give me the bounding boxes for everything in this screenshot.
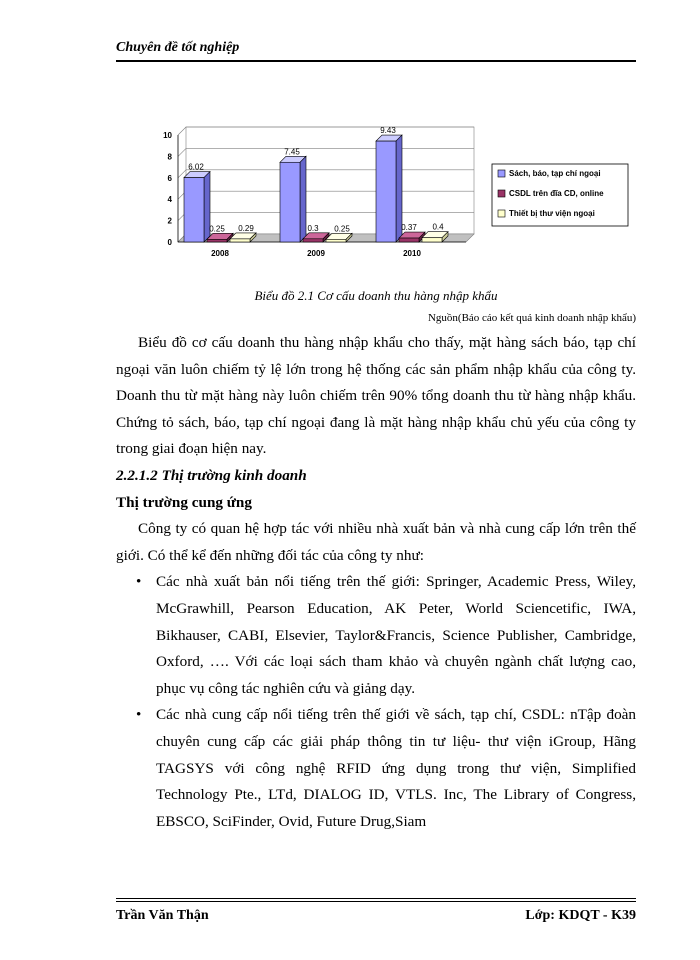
section-heading: 2.2.1.2 Thị trường kinh doanh — [116, 466, 307, 484]
legend-swatch — [498, 190, 505, 197]
y-tick-label: 6 — [167, 173, 172, 183]
y-tick-label: 2 — [167, 216, 172, 226]
bar — [303, 239, 323, 242]
bar — [230, 239, 250, 242]
chart-source: Nguồn(Báo cáo kết quả kinh doanh nhập khẩu) — [427, 312, 636, 324]
list-item-text: Các nhà cung cấp nổi tiếng trên thế giới về sách, tạp chí, CSDL: nTập đoàn chuyên cung cấp các giải pháp thông tin tư liệu- thư viện iGroup, Hãng TAGSYS với công nghệ RFID ứng dụng trong thư viện, Simplified Technology Pte., LTd, DIALOG ID, VTLS. Inc, The Library of Congress, EBSCO, SciFinder, Ovid, Future Drug,Siam — [156, 706, 636, 830]
footer-class: Lớp: KDQT - K39 — [525, 908, 636, 923]
y-tick-label: 0 — [167, 238, 172, 247]
legend-label: Thiết bị thư viện ngoại — [509, 209, 595, 218]
plot-back-wall — [186, 127, 474, 234]
footer-rule-inner — [116, 901, 636, 902]
bar — [326, 239, 346, 242]
bar — [376, 141, 396, 242]
chart-svg — [150, 120, 636, 280]
data-label: 0.37 — [401, 223, 417, 233]
y-tick-label: 10 — [163, 131, 172, 140]
data-label: 7.45 — [284, 147, 300, 157]
bullet-icon: • — [136, 573, 142, 591]
bar-side — [300, 156, 306, 242]
footer-author: Trần Văn Thận — [116, 908, 209, 923]
bar — [399, 238, 419, 242]
list-item — [136, 569, 636, 702]
y-tick-label: 4 — [167, 195, 172, 205]
subsection-heading: Thị trường cung ứng — [116, 493, 252, 511]
chart-caption: Biểu đồ 2.1 Cơ cấu doanh thu hàng nhập khẩu — [254, 288, 498, 303]
x-tick-label: 2010 — [403, 249, 421, 258]
y-tick-label: 8 — [167, 152, 172, 162]
footer-rule — [116, 898, 636, 899]
data-label: 0.25 — [334, 224, 350, 234]
gridline-side — [178, 148, 186, 156]
revenue-chart — [150, 120, 636, 280]
bullet-icon: • — [136, 706, 142, 724]
partner-list — [116, 569, 636, 835]
bar — [422, 238, 442, 242]
legend-label: CSDL trên đĩa CD, online — [509, 189, 604, 198]
x-tick-label: 2009 — [307, 249, 325, 258]
bar — [184, 178, 204, 242]
data-label: 0.25 — [209, 224, 225, 234]
legend-swatch — [498, 170, 505, 177]
data-label: 0.3 — [307, 223, 319, 233]
data-label: 0.4 — [432, 222, 444, 232]
gridline-side — [178, 127, 186, 135]
paragraph-chart-analysis: Biểu đồ cơ cấu doanh thu hàng nhập khẩu cho thấy, mặt hàng sách báo, tạp chí ngoại văn luôn chiếm tỷ lệ lớn trong hệ thống các sản phẩm nhập khẩu của công ty. Doanh thu từ mặt hàng này luôn chiếm trên 90% tổng doanh thu từ hàng nhập khẩu. Chứng tỏ sách, báo, tạp chí ngoại đang là mặt hàng nhập khẩu chủ yếu của công ty trong giai đoạn hiện nay. — [116, 334, 636, 458]
legend-label: Sách, báo, tạp chí ngoại — [509, 169, 601, 178]
header-rule — [116, 60, 636, 62]
paragraph-partners: Công ty có quan hệ hợp tác với nhiều nhà xuất bản và nhà cung cấp lớn trên thế giới. Có thể kể đến những đối tác của công ty như: — [116, 520, 636, 564]
bar — [207, 239, 227, 242]
data-label: 9.43 — [380, 126, 396, 136]
list-item — [136, 702, 636, 835]
body-text — [116, 330, 636, 835]
page-header: Chuyên đề tốt nghiệp — [116, 40, 240, 55]
x-tick-label: 2008 — [211, 249, 229, 258]
list-item-text: Các nhà xuất bản nổi tiếng trên thế giới: Springer, Academic Press, Wiley, McGrawhill, Pearson Education, AK Peter, World Sciencetific, IWA, Bikhauser, CABI, Elsevier, Taylor&Francis, Science Publisher, Cambridge, Oxford, …. Với các loại sách tham khảo và chuyên ngành chất lượng cao, phục vụ công tác nghiên cứu và giảng dạy. — [156, 573, 636, 697]
data-label: 6.02 — [188, 162, 204, 172]
legend-swatch — [498, 210, 505, 217]
bar — [280, 162, 300, 242]
data-label: 0.29 — [238, 223, 254, 233]
